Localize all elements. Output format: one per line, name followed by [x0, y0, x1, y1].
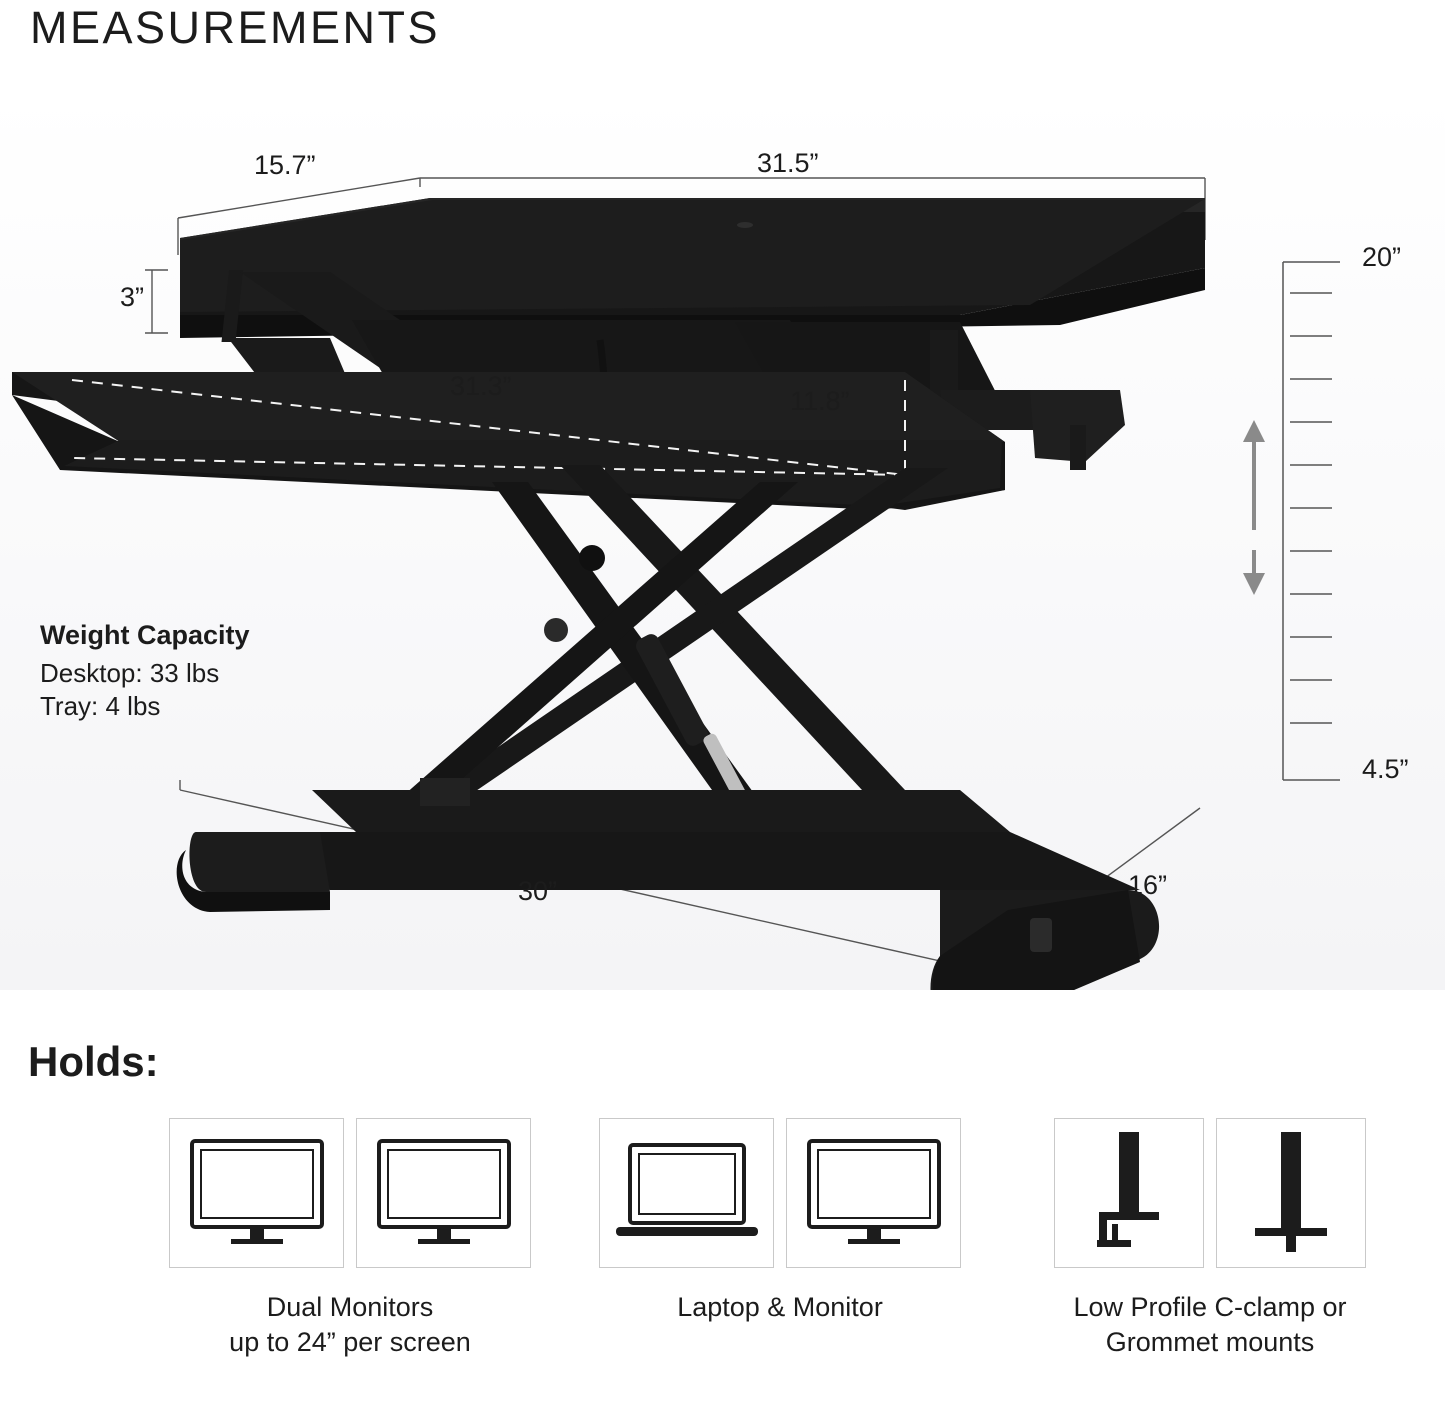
holds-caption-dual-monitors	[229, 1290, 471, 1359]
weight-capacity-block	[40, 618, 250, 723]
holds-item-laptop-monitor	[565, 1118, 995, 1359]
dim-top-width: 31.5”	[757, 148, 819, 178]
monitor-icon	[187, 1135, 327, 1251]
monitor-box	[786, 1118, 961, 1268]
c-clamp-icon	[1069, 1128, 1189, 1258]
weight-capacity-desktop: Desktop: 33 lbs	[40, 657, 220, 688]
holds-item-dual-monitors	[135, 1118, 565, 1359]
grommet-mount-icon	[1231, 1128, 1351, 1258]
caption-line-1: Low Profile C-clamp or	[1073, 1292, 1347, 1322]
dim-base-depth: 16”	[1128, 870, 1168, 900]
dim-tray-gap: 3”	[120, 282, 145, 312]
caption-line-1: Laptop & Monitor	[677, 1292, 883, 1322]
monitor-box-right	[356, 1118, 531, 1268]
caption-line-2: up to 24” per screen	[229, 1326, 471, 1357]
weight-capacity-tray: Tray: 4 lbs	[40, 690, 161, 721]
dim-max-height: 20”	[1362, 242, 1402, 272]
weight-capacity-heading: Weight Capacity	[40, 620, 250, 650]
dim-base-width: 30”	[518, 876, 558, 906]
dim-min-height: 4.5”	[1362, 754, 1409, 784]
laptop-monitor-graphic	[599, 1118, 961, 1268]
monitor-icon	[804, 1135, 944, 1251]
holds-heading: Holds:	[28, 1038, 159, 1085]
product-diagram	[0, 90, 1445, 990]
laptop-box	[599, 1118, 774, 1268]
clamp-mounts-graphic	[1054, 1118, 1366, 1268]
dual-monitors-graphic	[169, 1118, 531, 1268]
holds-caption-clamp-mounts	[1073, 1290, 1346, 1359]
grommet-box	[1216, 1118, 1366, 1268]
caption-line-1: Dual Monitors	[266, 1292, 434, 1322]
holds-caption-laptop-monitor	[677, 1290, 883, 1325]
desk-converter-illustration	[0, 90, 1445, 990]
holds-row	[0, 1118, 1445, 1359]
dim-tray-width: 31.3”	[450, 371, 512, 401]
dim-tray-depth: 11.8”	[790, 386, 850, 416]
monitor-box-left	[169, 1118, 344, 1268]
holds-item-clamp-mounts	[995, 1118, 1425, 1359]
monitor-icon	[374, 1135, 514, 1251]
page-title: MEASUREMENTS	[30, 2, 441, 53]
caption-line-2: Grommet mounts	[1105, 1326, 1315, 1357]
c-clamp-box	[1054, 1118, 1204, 1268]
dim-top-depth: 15.7”	[254, 150, 316, 180]
laptop-icon	[612, 1135, 762, 1251]
